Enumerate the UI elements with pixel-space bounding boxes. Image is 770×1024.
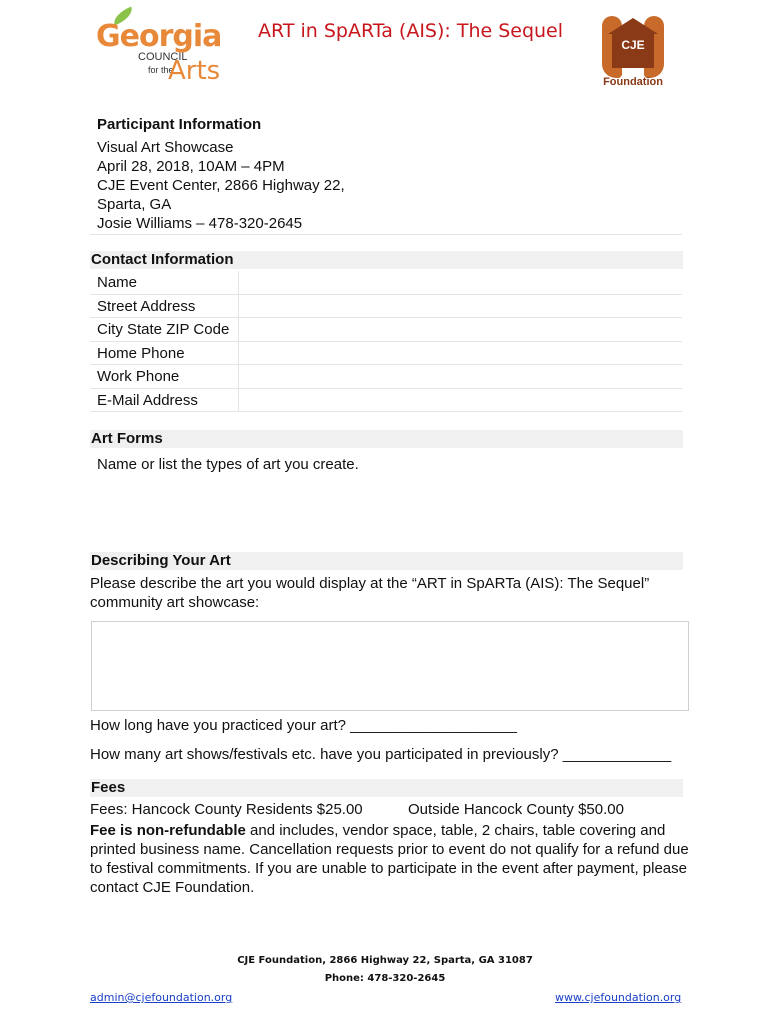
participant-details — [97, 138, 345, 233]
art-forms-heading: Art Forms — [90, 430, 683, 448]
footer-address: CJE Foundation, 2866 Highway 22, Sparta, GA 31087 — [237, 955, 533, 966]
logo-arts-text: Arts — [168, 56, 221, 86]
contact-row-street — [90, 295, 682, 319]
city-state-zip-field[interactable] — [238, 318, 682, 341]
footer-email-link[interactable]: admin@cjefoundation.org — [90, 991, 233, 1004]
fees-body: and includes, vendor space, table, 2 chairs, table covering and printed business name. Cancellation requests prior to event do not qualify for a refund due to festival commitments. If you are unable to participate in the event after payment, please contact CJE Foundation. — [90, 822, 689, 896]
fees-heading: Fees — [90, 779, 683, 797]
work-phone-field[interactable] — [238, 365, 682, 388]
field-label: City State ZIP Code — [97, 321, 230, 338]
cje-foundation-logo — [596, 8, 670, 90]
art-description-textarea[interactable] — [91, 621, 689, 711]
fee-residents: Fees: Hancock County Residents $25.00 — [90, 801, 363, 818]
shows-question: How many art shows/festivals etc. have you participated in previously? _____________ — [90, 746, 672, 763]
contact-row-name — [90, 271, 682, 295]
field-label: Street Address — [97, 297, 196, 315]
fee-outside: Outside Hancock County $50.00 — [408, 801, 624, 818]
field-label: Work Phone — [97, 368, 180, 385]
email-field[interactable] — [238, 389, 682, 412]
art-forms-answer-area[interactable] — [90, 476, 682, 546]
contact-row-city — [90, 318, 682, 342]
divider — [90, 234, 682, 235]
name-field[interactable] — [238, 271, 682, 294]
contact-row-home-phone — [90, 342, 682, 366]
art-forms-prompt: Name or list the types of art you create. — [97, 456, 359, 473]
participant-line: CJE Event Center, 2866 Highway 22, — [97, 177, 345, 194]
participant-line: Sparta, GA — [97, 196, 172, 213]
participant-line: April 28, 2018, 10AM – 4PM — [97, 158, 285, 175]
logo-brand-text: Georgia — [96, 19, 222, 54]
describing-prompt: Please describe the art you would display at the “ART in SpARTa (AIS): The Sequel” community art showcase: — [90, 575, 650, 611]
contact-row-email — [90, 389, 682, 413]
georgia-council-arts-logo — [96, 10, 228, 86]
footer-phone: Phone: 478-320-2645 — [324, 973, 446, 984]
field-label: Home Phone — [97, 344, 185, 362]
page-title: ART in SpARTa (AIS): The Sequel — [258, 20, 564, 42]
logo-foundation-text: Foundation — [603, 76, 663, 88]
participant-line: Visual Art Showcase — [97, 139, 234, 156]
logo-council-text: COUNCIL — [138, 51, 188, 63]
describing-heading: Describing Your Art — [90, 552, 683, 570]
contact-table — [90, 271, 682, 412]
logo-cje-letters: CJE — [621, 38, 645, 52]
fees-bold-lead: Fee is non-refundable — [90, 822, 246, 839]
logo-forthe-text: for the — [148, 65, 174, 75]
practiced-question: How long have you practiced your art? ____________________ — [90, 717, 517, 734]
contact-heading: Contact Information — [90, 251, 683, 269]
participant-line: Josie Williams – 478-320-2645 — [97, 215, 303, 232]
home-phone-field[interactable] — [238, 342, 682, 365]
fees-amounts — [90, 801, 624, 818]
fees-policy — [90, 821, 690, 897]
contact-row-work-phone — [90, 365, 682, 389]
participant-heading: Participant Information — [97, 116, 262, 133]
field-label: E-Mail Address — [97, 391, 198, 409]
street-address-field[interactable] — [238, 295, 682, 318]
footer-website-link[interactable]: www.cjefoundation.org — [555, 991, 682, 1004]
field-label: Name — [97, 274, 138, 291]
